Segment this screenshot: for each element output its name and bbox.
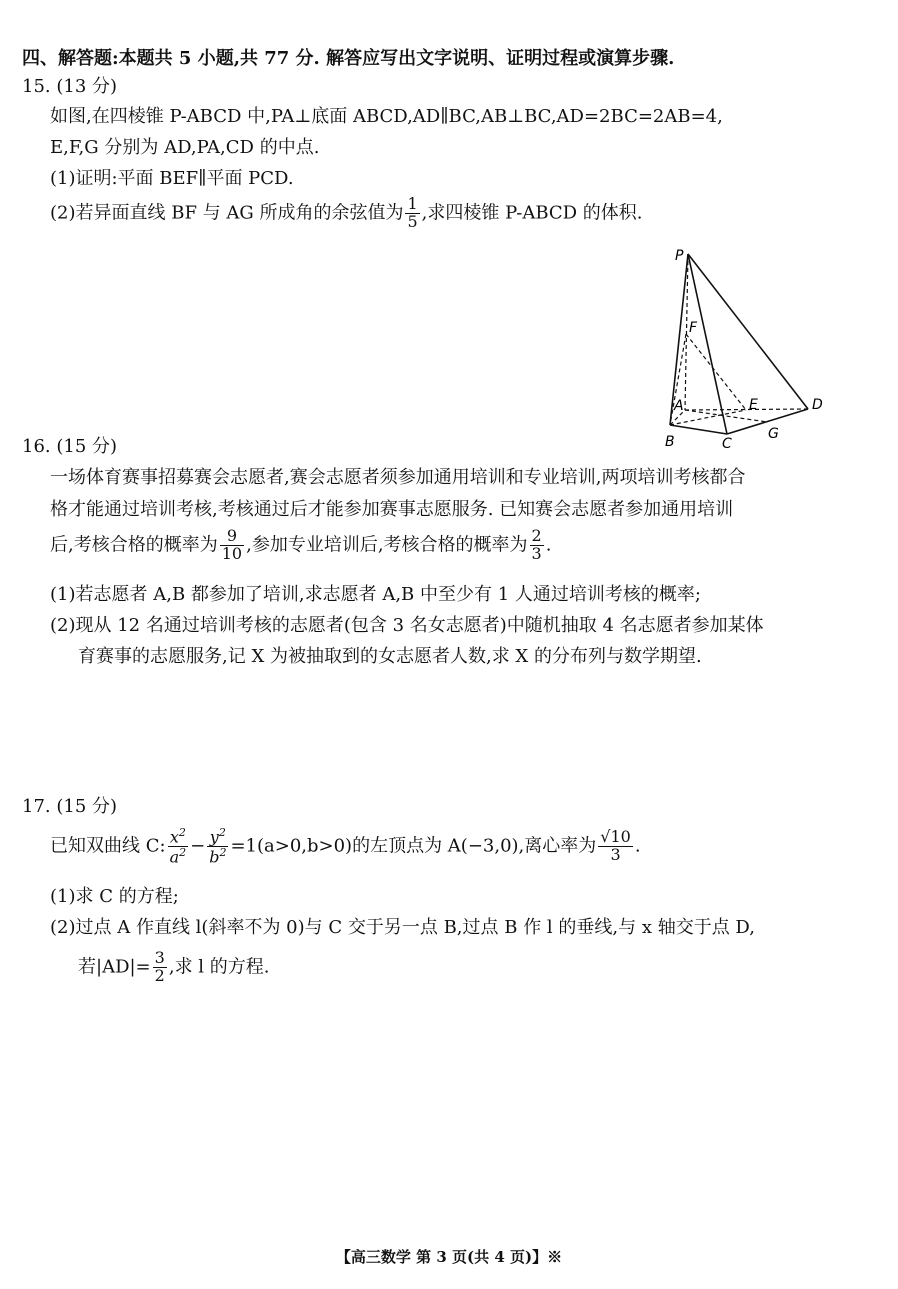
q16-line3-b: ,参加专业培训后,考核合格的概率为 bbox=[246, 534, 528, 556]
q17-part1: (1)求 C 的方程; bbox=[50, 886, 179, 907]
q16-line3-c: . bbox=[545, 534, 552, 556]
label-F: F bbox=[689, 320, 698, 336]
q17-b-exp: 2 bbox=[219, 846, 227, 860]
q16-fraction-2 bbox=[530, 528, 544, 563]
q17-part2-c: ,求 l 的方程. bbox=[168, 956, 270, 978]
q16-frac2-den: 3 bbox=[531, 543, 542, 563]
q16-part1: (1)若志愿者 A,B 都参加了培训,求志愿者 A,B 中至少有 1 人通过培训考核的概率; bbox=[50, 584, 701, 605]
q17-frac-y bbox=[207, 827, 228, 866]
edge-PD bbox=[688, 254, 808, 409]
edge-AD bbox=[685, 409, 808, 410]
segment-FE bbox=[686, 334, 746, 410]
q15-part2-text-b: ,求四棱锥 P-ABCD 的体积. bbox=[421, 202, 643, 224]
q17-part2-fraction bbox=[153, 950, 167, 985]
section-heading: 四、解答题:本题共 5 小题,共 77 分. 解答应写出文字说明、证明过程或演算步骤. bbox=[22, 48, 675, 69]
q16-frac1-num: 9 bbox=[220, 528, 244, 546]
q17-stem-a: 已知双曲线 C: bbox=[50, 835, 166, 857]
page-footer: 【高三数学 第 3 页(共 4 页)】※ bbox=[335, 1248, 563, 1266]
q17-x-exp: 2 bbox=[178, 826, 186, 839]
q17-part2-b: 若|AD|= bbox=[78, 956, 151, 978]
q17-y-exp: 2 bbox=[218, 826, 226, 839]
q17-part2-frac-num: 3 bbox=[154, 948, 165, 967]
q15-stem-line1: 如图,在四棱锥 P-ABCD 中,PA⊥底面 ABCD,AD∥BC,AB⊥BC,AD=2BC=2AB=4, bbox=[50, 106, 723, 127]
q15-number: 15. (13 分) bbox=[22, 76, 118, 97]
q16-frac1-den: 10 bbox=[221, 543, 243, 563]
q15-frac-den: 5 bbox=[407, 211, 418, 231]
q16-line3 bbox=[50, 528, 551, 563]
q16-frac2-num: 2 bbox=[531, 526, 542, 545]
q15-part1: (1)证明:平面 BEF∥平面 PCD. bbox=[50, 168, 294, 189]
label-G: G bbox=[768, 426, 779, 442]
label-P: P bbox=[675, 248, 684, 264]
q17-ecc-den: 3 bbox=[610, 845, 621, 865]
q16-part2-line2: 育赛事的志愿服务,记 X 为被抽取到的女志愿者人数,求 X 的分布列与数学期望. bbox=[78, 646, 702, 667]
pyramid-figure bbox=[655, 242, 835, 457]
q15-frac-num: 1 bbox=[407, 194, 418, 213]
q17-number: 17. (15 分) bbox=[22, 796, 118, 817]
q17-a-exp: 2 bbox=[179, 846, 187, 860]
edge-BC bbox=[670, 425, 727, 434]
q17-a: a bbox=[169, 847, 180, 867]
q17-y: y bbox=[209, 827, 219, 847]
q17-stem-c: . bbox=[634, 835, 641, 857]
q17-part2-line2 bbox=[78, 950, 270, 985]
q17-sqrt: √10 bbox=[600, 827, 631, 847]
q16-line1: 一场体育赛事招募赛会志愿者,赛会志愿者须参加通用培训和专业培训,两项培训考核都合 bbox=[50, 467, 746, 488]
q17-part2-frac-den: 2 bbox=[154, 965, 165, 985]
q16-line3-a: 后,考核合格的概率为 bbox=[50, 534, 218, 556]
q16-number: 16. (15 分) bbox=[22, 436, 118, 457]
edge-PC bbox=[688, 254, 727, 434]
q15-part2-text-a: (2)若异面直线 BF 与 AG 所成角的余弦值为 bbox=[50, 202, 404, 224]
q17-minus: − bbox=[190, 835, 206, 857]
q15-stem-line2: E,F,G 分别为 AD,PA,CD 的中点. bbox=[50, 137, 320, 158]
q17-b: b bbox=[209, 847, 220, 867]
q16-fraction-1 bbox=[220, 528, 244, 563]
label-B: B bbox=[665, 434, 675, 450]
label-A: A bbox=[674, 398, 684, 414]
q17-part2-line1: (2)过点 A 作直线 l(斜率不为 0)与 C 交于另一点 B,过点 B 作 l 的垂线,与 x 轴交于点 D, bbox=[50, 917, 755, 938]
q17-stem-b: =1(a>0,b>0)的左顶点为 A(−3,0),离心率为 bbox=[230, 835, 597, 857]
label-D: D bbox=[812, 397, 823, 413]
q16-line2: 格才能通过培训考核,考核通过后才能参加赛事志愿服务. 已知赛会志愿者参加通用培训 bbox=[50, 499, 734, 520]
label-E: E bbox=[749, 397, 758, 413]
label-C: C bbox=[722, 436, 732, 452]
q17-frac-ecc bbox=[598, 829, 633, 864]
q17-frac-x bbox=[168, 827, 189, 866]
q16-part2-line1: (2)现从 12 名通过培训考核的志愿者(包含 3 名女志愿者)中随机抽取 4 名志愿者参加某体 bbox=[50, 615, 764, 636]
q17-stem bbox=[50, 827, 641, 866]
q15-part2 bbox=[50, 196, 643, 231]
q17-x: x bbox=[169, 827, 179, 847]
q15-fraction bbox=[405, 196, 419, 231]
